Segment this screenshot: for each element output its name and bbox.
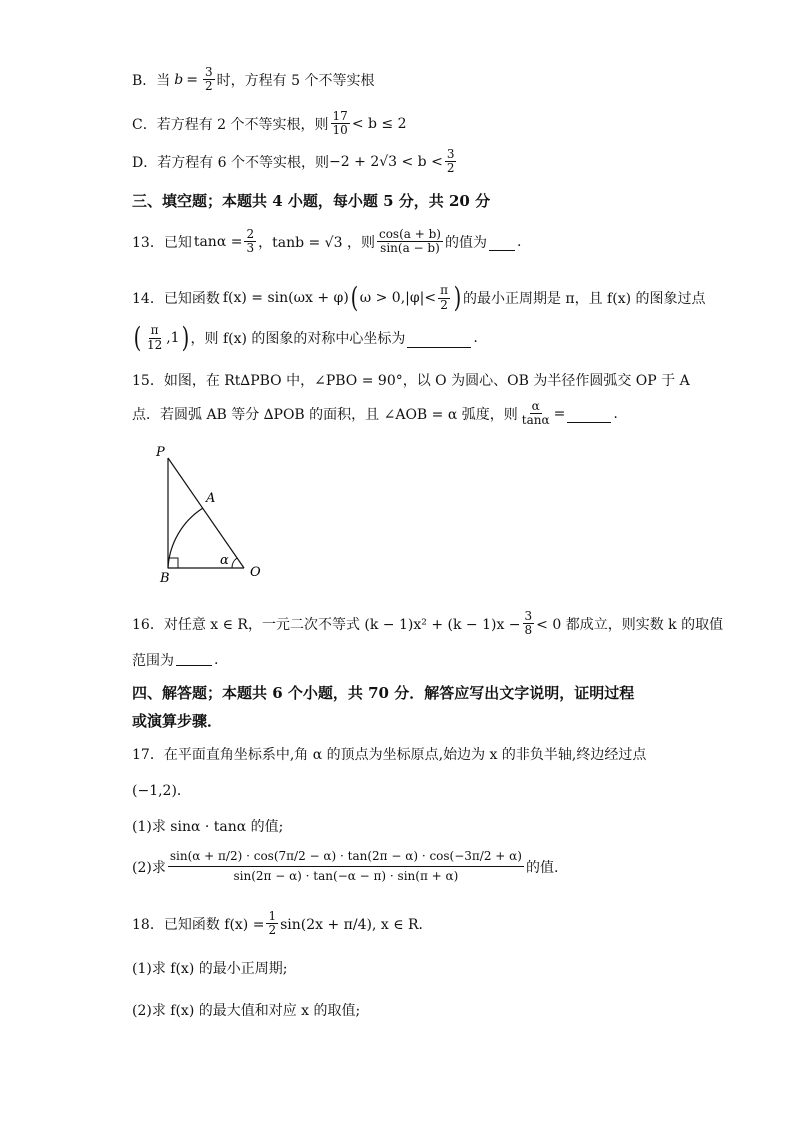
option-c: C．若方程有 2 个不等实根，则 $\frac{17}{10}$ < b ≤ 2	[132, 109, 407, 138]
fraction: $\frac{3}{2}$	[446, 147, 455, 176]
section-3-heading: 三、填空题；本题共 4 小题，每小题 5 分，共 20 分	[132, 192, 491, 210]
option-d: D．若方程有 6 个不等实根，则 −2 + 2√3 < b < $\frac{3}{2}$	[132, 147, 455, 176]
fraction: $\frac{2}{3}$	[246, 227, 255, 256]
question-16-line-2: 范围为 .	[132, 652, 219, 669]
answer-blank	[407, 346, 471, 348]
arc-ab	[168, 508, 203, 568]
question-18-part-2: (2)求 f(x) 的最大值和对应 x 的取值;	[132, 1003, 361, 1019]
fraction: $\frac{\pi}{2}$	[440, 283, 449, 312]
label-b: B	[160, 571, 170, 582]
answer-blank	[567, 421, 611, 423]
fraction: $\frac{\alpha}{\tan\alpha}$	[521, 399, 550, 428]
question-18-part-1: (1)求 f(x) 的最小正周期;	[132, 961, 288, 977]
fraction: $\frac{1}{2}$	[268, 909, 277, 938]
section-4-heading: 四、解答题；本题共 6 个小题，共 70 分．解答应写出文字说明，证明过程	[132, 684, 635, 702]
question-14: 14．已知函数 f(x) = sin(ωx + φ) ( ω > 0,|φ|< $\frac{\pi}{2}$ ) 的最小正周期是 π，且 f(x) 的图象过点	[132, 281, 706, 314]
question-17: 17．在平面直角坐标系中,角 α 的顶点为坐标原点,始边为 x 的非负半轴,终边经过点	[132, 747, 647, 763]
question-15-line-2: 点．若圆弧 AB 等分 ∆POB 的面积，且 ∠AOB = α 弧度，则 $\frac{\alpha}{\tan\alpha}$ = .	[132, 399, 618, 428]
label-a: A	[206, 491, 216, 506]
label-alpha: α	[220, 553, 229, 568]
fraction: $\frac{\pi}{12}$	[146, 323, 163, 352]
answer-blank	[176, 664, 212, 666]
question-17-part-1: (1)求 sinα · tanα 的值;	[132, 819, 284, 835]
question-16: 16．对任意 x ∈ R，一元二次不等式 (k − 1)x² + (k − 1)x − $\frac{3}{8}$ < 0 都成立，则实数 k 的取值	[132, 609, 724, 638]
answer-blank	[489, 249, 515, 251]
question-15: 15．如图，在 Rt∆PBO 中，∠PBO = 90°，以 O 为圆心、OB 为半径作圆弧交 OP 于 A	[132, 373, 690, 389]
side-po	[168, 458, 244, 568]
triangle-figure	[148, 442, 268, 582]
angle-mark	[232, 558, 237, 568]
fraction: $\frac{17}{10}$	[332, 109, 348, 138]
question-18: 18．已知函数 f(x) = $\frac{1}{2}$ sin(2x + π/4), x ∈ R．	[132, 909, 433, 938]
label-o: O	[250, 565, 261, 580]
section-4-heading-line-2: 或演算步骤．	[132, 712, 223, 730]
question-17-line-2: (−1,2)．	[132, 783, 191, 799]
fraction: $\frac{\cos(a + b)}{\sin(a - b)}$	[378, 227, 441, 256]
option-b: B．当 b = $\frac{3}{2}$ 时，方程有 5 个不等实根	[132, 65, 375, 94]
fraction: $\frac{\sin(\alpha + \pi/2) \cdot \cos(7\pi/2 - \alpha) \cdot \tan(2\pi - \alpha) \cdot \cos(-3\pi/2 + \alpha)}{\sin(2\pi - \alpha) \cdot \tan(-\alpha - \pi) \cdot \sin(\pi + \alpha)}$	[169, 849, 522, 884]
question-17-part-2: (2)求 $\frac{\sin(\alpha + \pi/2) \cdot \cos(7\pi/2 - \alpha) \cdot \tan(2\pi - \alpha) \cdot \cos(-3\pi/2 + \alpha)}{\sin(2\pi - \alpha) \cdot \tan(-\alpha - \pi) \cdot \sin(\pi + \alpha)}$ 的值.	[132, 849, 559, 884]
label-p: P	[156, 445, 165, 460]
fraction: $\frac{3}{2}$	[205, 65, 213, 94]
fraction: $\frac{3}{8}$	[524, 609, 533, 638]
question-13: 13．已知 tanα = $\frac{2}{3}$ ，tanb = √3 ，则 $\frac{\cos(a + b)}{\sin(a - b)}$ 的值为 .	[132, 227, 522, 256]
question-14-line-2: ( $\frac{\pi}{12}$ ,1 ) ，则 f(x) 的图象的对称中心坐标为 .	[133, 321, 478, 354]
